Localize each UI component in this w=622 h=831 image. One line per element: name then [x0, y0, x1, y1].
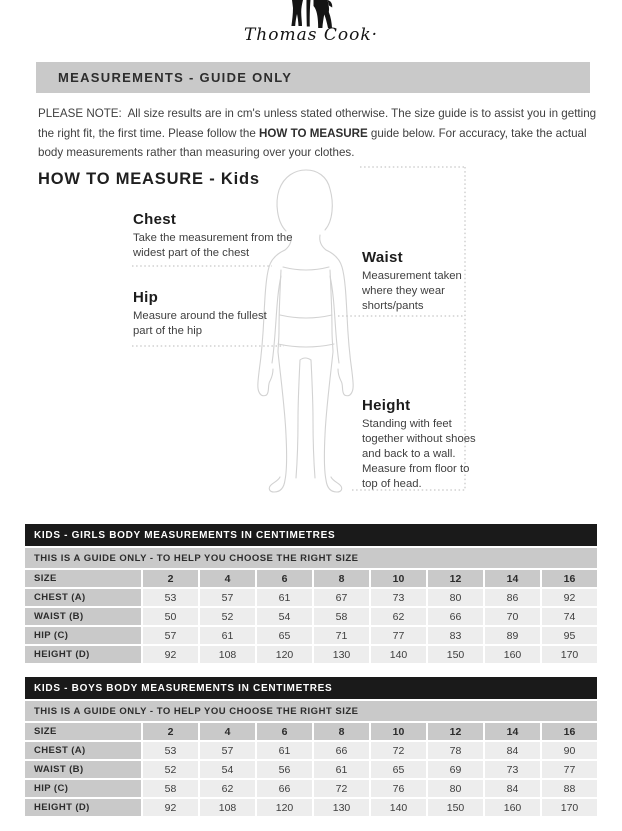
measurement-cell: 80 [428, 589, 483, 606]
row-label: WAIST (B) [25, 761, 141, 778]
brand-name: Thomas Cook· [243, 25, 379, 45]
height-label-title: Height [362, 397, 411, 414]
measurement-cell: 72 [371, 742, 426, 759]
row-label: HEIGHT (D) [25, 799, 141, 816]
measurement-cell: 65 [257, 627, 312, 644]
measurement-cell: 66 [314, 742, 369, 759]
measurement-cell: 72 [314, 780, 369, 797]
page-title: MEASUREMENTS - GUIDE ONLY [58, 70, 293, 85]
measurement-cell: 78 [428, 742, 483, 759]
boys-measurements-table [25, 677, 597, 816]
table-title: KIDS - BOYS BODY MEASUREMENTS IN CENTIMETRES [25, 677, 597, 699]
measurement-cell: 52 [143, 761, 198, 778]
measurement-cell: 84 [485, 780, 540, 797]
size-column-header: 6 [257, 723, 312, 740]
measurement-cell: 170 [542, 646, 597, 663]
please-note-text [38, 104, 598, 163]
measurement-cell: 67 [314, 589, 369, 606]
chest-label [133, 211, 309, 261]
size-column-header: 10 [371, 723, 426, 740]
measurement-cell: 130 [314, 646, 369, 663]
measurement-cell: 120 [257, 646, 312, 663]
waist-label [362, 249, 474, 314]
size-column-header: 2 [143, 570, 198, 587]
measurement-cell: 50 [143, 608, 198, 625]
hip-label-title: Hip [133, 289, 159, 306]
measurement-cell: 80 [428, 780, 483, 797]
table-subtitle: THIS IS A GUIDE ONLY - TO HELP YOU CHOOSE THE RIGHT SIZE [25, 548, 597, 568]
measurement-cell: 61 [257, 589, 312, 606]
measurement-cell: 65 [371, 761, 426, 778]
row-label: HIP (C) [25, 627, 141, 644]
measurement-cell: 61 [200, 627, 255, 644]
height-label [362, 397, 484, 492]
measurement-cell: 83 [428, 627, 483, 644]
hip-label [133, 289, 269, 339]
measurement-cell: 92 [143, 799, 198, 816]
height-label-desc: Standing with feet together without shoes and back to a wall. Measure from floor to top of head. [362, 418, 476, 490]
measurement-cell: 61 [257, 742, 312, 759]
size-row-label: SIZE [25, 723, 141, 740]
measurement-cell: 108 [200, 646, 255, 663]
girls-measurements-table [25, 524, 597, 663]
measurement-cell: 86 [485, 589, 540, 606]
size-column-header: 6 [257, 570, 312, 587]
measurement-cell: 52 [200, 608, 255, 625]
measurement-cell: 54 [257, 608, 312, 625]
measurement-cell: 140 [371, 799, 426, 816]
measurement-cell: 77 [542, 761, 597, 778]
page-title-bar [36, 62, 590, 93]
measurement-cell: 150 [428, 646, 483, 663]
table-grid [25, 723, 597, 816]
measurement-cell: 130 [314, 799, 369, 816]
size-column-header: 8 [314, 570, 369, 587]
measurement-cell: 160 [485, 799, 540, 816]
note-line-1: PLEASE NOTE: All size results are in cm's unless stated otherwise. The size guide is to assist you in getting [38, 107, 597, 120]
measurement-cell: 57 [143, 627, 198, 644]
row-label: CHEST (A) [25, 589, 141, 606]
measurement-cell: 69 [428, 761, 483, 778]
measurement-cell: 73 [485, 761, 540, 778]
note-how-to-measure-bold: HOW TO MEASURE [259, 126, 368, 140]
measurement-cell: 57 [200, 742, 255, 759]
size-column-header: 16 [542, 570, 597, 587]
waist-label-desc: Measurement taken where they wear shorts/pants [362, 270, 462, 312]
measurement-cell: 62 [371, 608, 426, 625]
measurement-cell: 89 [485, 627, 540, 644]
measurement-cell: 88 [542, 780, 597, 797]
waist-label-title: Waist [362, 249, 403, 266]
measurement-cell: 71 [314, 627, 369, 644]
measurement-cell: 76 [371, 780, 426, 797]
note-line-3: body measurements rather than measuring over your clothes. [38, 146, 355, 159]
size-column-header: 14 [485, 723, 540, 740]
brand-logo [0, 0, 622, 45]
how-to-measure-heading: HOW TO MEASURE - Kids [38, 170, 260, 188]
size-column-header: 4 [200, 570, 255, 587]
table-grid [25, 570, 597, 663]
measurement-cell: 92 [542, 589, 597, 606]
measurement-cell: 57 [200, 589, 255, 606]
measurement-cell: 53 [143, 589, 198, 606]
measurement-cell: 62 [200, 780, 255, 797]
measurement-cell: 54 [200, 761, 255, 778]
measurement-cell: 77 [371, 627, 426, 644]
chest-label-desc: Take the measurement from the widest part of the chest [133, 232, 293, 259]
chest-label-title: Chest [133, 211, 177, 228]
measurement-cell: 84 [485, 742, 540, 759]
size-column-header: 10 [371, 570, 426, 587]
size-column-header: 12 [428, 723, 483, 740]
measurement-cell: 66 [428, 608, 483, 625]
measurement-cell: 120 [257, 799, 312, 816]
measurement-cell: 70 [485, 608, 540, 625]
size-row-label: SIZE [25, 570, 141, 587]
measurement-cell: 61 [314, 761, 369, 778]
measurement-cell: 53 [143, 742, 198, 759]
note-line-2: the right fit, the first time. Please follow the [38, 126, 260, 140]
size-column-header: 4 [200, 723, 255, 740]
measurement-cell: 73 [371, 589, 426, 606]
measurement-cell: 108 [200, 799, 255, 816]
measurement-cell: 90 [542, 742, 597, 759]
row-label: HIP (C) [25, 780, 141, 797]
measurement-cell: 160 [485, 646, 540, 663]
hip-label-desc: Measure around the fullest part of the hip [133, 310, 267, 337]
table-subtitle: THIS IS A GUIDE ONLY - TO HELP YOU CHOOSE THE RIGHT SIZE [25, 701, 597, 721]
measurement-cell: 56 [257, 761, 312, 778]
size-column-header: 16 [542, 723, 597, 740]
measurement-cell: 95 [542, 627, 597, 644]
measurement-cell: 58 [143, 780, 198, 797]
size-column-header: 14 [485, 570, 540, 587]
measurement-cell: 58 [314, 608, 369, 625]
measurement-cell: 140 [371, 646, 426, 663]
size-column-header: 8 [314, 723, 369, 740]
measurement-cell: 66 [257, 780, 312, 797]
measurement-cell: 92 [143, 646, 198, 663]
table-title: KIDS - GIRLS BODY MEASUREMENTS IN CENTIMETRES [25, 524, 597, 546]
measurement-cell: 170 [542, 799, 597, 816]
dog-silhouette-icon [288, 0, 334, 28]
row-label: CHEST (A) [25, 742, 141, 759]
measurement-cell: 74 [542, 608, 597, 625]
size-column-header: 12 [428, 570, 483, 587]
size-column-header: 2 [143, 723, 198, 740]
row-label: HEIGHT (D) [25, 646, 141, 663]
measurement-cell: 150 [428, 799, 483, 816]
row-label: WAIST (B) [25, 608, 141, 625]
note-line-2b: guide below. For accuracy, take the actual [367, 126, 587, 140]
